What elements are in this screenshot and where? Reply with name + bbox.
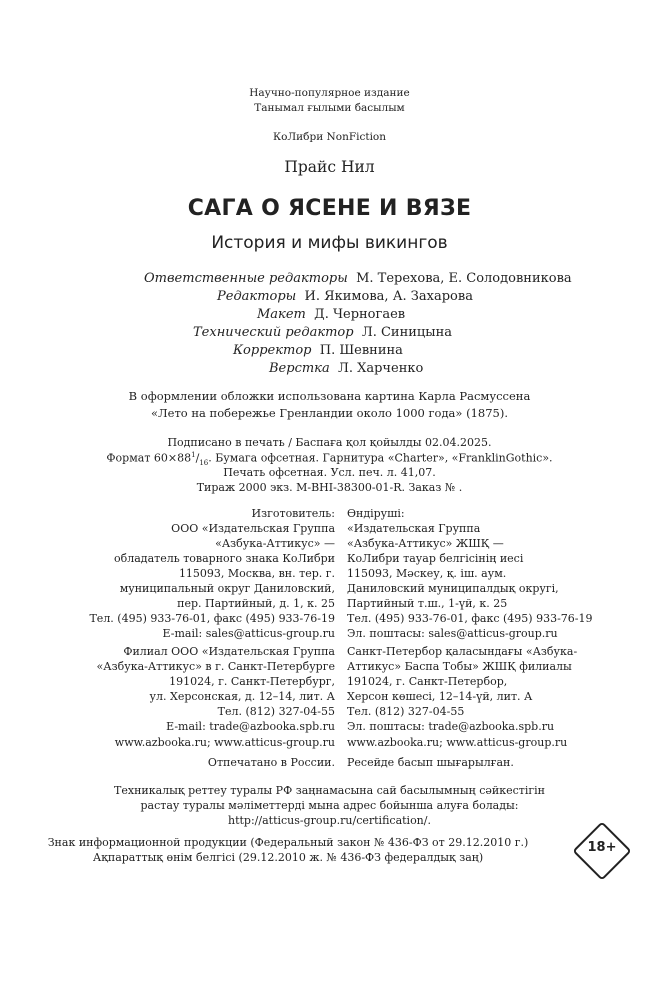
publisher-line: Эл. поштасы: trade@azbooka.spb.ru bbox=[347, 720, 555, 733]
format-sub: 16 bbox=[199, 458, 209, 467]
credit-role: Редакторы bbox=[217, 289, 297, 304]
publisher-line: 115093, Мәскеу, қ. іш. аум. bbox=[347, 567, 507, 580]
credit-row bbox=[257, 307, 405, 322]
publisher-line: ООО «Издательская Группа bbox=[171, 522, 335, 535]
cover-note-line: В оформлении обложки использована картина Карла Расмуссена bbox=[128, 389, 531, 403]
format-sup: 1 bbox=[191, 451, 196, 459]
cert-line: растау туралы мәліметтерді мына адрес бойынша алуға болады: bbox=[140, 799, 519, 812]
publisher-line: Өндіруші: bbox=[347, 507, 405, 520]
publisher-ru-block2 bbox=[97, 644, 335, 734]
printed-in-kz: Ресейде басып шығарылған. bbox=[347, 756, 514, 769]
credit-row bbox=[217, 289, 473, 304]
publisher-line: обладатель товарного знака КоЛибри bbox=[114, 552, 335, 565]
publisher-line: пер. Партийный, д. 1, к. 25 bbox=[177, 597, 335, 610]
edition-type-ru: Научно-популярное издание bbox=[249, 87, 410, 99]
age-rating-badge: 18+ bbox=[587, 840, 617, 855]
credit-role: Корректор bbox=[233, 343, 312, 358]
publisher-kz-block1 bbox=[347, 506, 593, 641]
publisher-ru-web: www.azbooka.ru; www.atticus-group.ru bbox=[114, 736, 335, 749]
credit-role: Технический редактор bbox=[193, 325, 354, 340]
cert-url: http://atticus-group.ru/certification/. bbox=[228, 814, 431, 827]
info-mark-line: Ақпараттық өнім белгісі (29.12.2010 ж. № 436-ФЗ федералдық заң) bbox=[92, 851, 484, 864]
publisher-kz-web: www.azbooka.ru; www.atticus-group.ru bbox=[347, 736, 568, 749]
publisher-line: «Азбука-Аттикус» в г. Санкт-Петербурге bbox=[96, 660, 335, 673]
credit-role: Ответственные редакторы bbox=[144, 271, 348, 286]
book-title: САГА О ЯСЕНЕ И ВЯЗЕ bbox=[187, 196, 472, 221]
publisher-line: E-mail: sales@atticus-group.ru bbox=[162, 627, 335, 640]
print-details-line: Формат $60\times 88^1/_{16}$. Бумага офсетная. Гарнитура «Charter», «FranklinGothic». bbox=[106, 451, 553, 467]
print-details-line: Подписано в печать / Баспаға қол қойылды 02.04.2025. bbox=[167, 436, 492, 449]
publisher-line: «Издательская Группа bbox=[347, 522, 481, 535]
credit-role: Верстка bbox=[269, 361, 330, 376]
printed-in-ru: Отпечатано в России. bbox=[207, 756, 335, 769]
author-name: Прайс Нил bbox=[284, 158, 375, 176]
print-details-line: Тираж 2000 экз. M-BHI-38300-01-R. Заказ № . bbox=[196, 481, 463, 494]
credit-names: М. Терехова, Е. Солодовникова bbox=[356, 271, 572, 286]
format-text: Формат 60×88 bbox=[106, 451, 192, 465]
publisher-line: Тел. (495) 933-76-01, факс (495) 933-76-19 bbox=[89, 612, 335, 625]
format-paper: . Бумага офсетная. Гарнитура «Charter», «FranklinGothic». bbox=[208, 451, 553, 465]
publisher-line: Партийный т.ш., 1-үй, к. 25 bbox=[347, 597, 508, 610]
publisher-ru-block1 bbox=[89, 506, 335, 641]
publisher-line: Филиал ООО «Издательская Группа bbox=[123, 645, 335, 658]
credit-names: И. Якимова, А. Захарова bbox=[304, 289, 473, 304]
credit-row bbox=[269, 361, 423, 376]
publisher-line: Тел. (812) 327-04-55 bbox=[217, 705, 335, 718]
credit-role: Макет bbox=[257, 307, 306, 322]
info-mark-line: Знак информационной продукции (Федеральный закон № 436-ФЗ от 29.12.2010 г.) bbox=[47, 836, 529, 849]
print-details-line: Печать офсетная. Усл. печ. л. 41,07. bbox=[223, 466, 436, 479]
edition-type-kz: Танымал ғылыми басылым bbox=[254, 102, 405, 114]
credit-row bbox=[193, 325, 452, 340]
publisher-line: 191024, г. Санкт-Петербург, bbox=[169, 675, 335, 688]
publisher-line: Изготовитель: bbox=[251, 507, 335, 520]
publisher-line: Эл. поштасы: sales@atticus-group.ru bbox=[347, 627, 558, 640]
publisher-line: Даниловский муниципалдық округі, bbox=[347, 582, 559, 595]
credit-row bbox=[233, 343, 403, 358]
publisher-line: Санкт-Петербор қаласындағы «Азбука- bbox=[347, 645, 578, 658]
publisher-line: ул. Херсонская, д. 12–14, лит. А bbox=[149, 690, 335, 703]
publisher-line: Тел. (812) 327-04-55 bbox=[347, 705, 465, 718]
credit-names: Л. Харченко bbox=[337, 361, 424, 376]
publisher-line: E-mail: trade@azbooka.spb.ru bbox=[166, 720, 335, 733]
publisher-line: Херсон көшесі, 12–14-үй, лит. А bbox=[347, 690, 533, 703]
series-name: КоЛибри NonFiction bbox=[272, 131, 387, 143]
credit-row bbox=[144, 271, 572, 286]
publisher-line: Тел. (495) 933-76-01, факс (495) 933-76-19 bbox=[347, 612, 593, 625]
publisher-line: муниципальный округ Даниловский, bbox=[119, 582, 335, 595]
publisher-kz-block2 bbox=[347, 644, 577, 734]
cert-line: Техникалық реттеу туралы РФ заңнамасына сай басылымның сәйкестігін bbox=[114, 784, 545, 797]
publisher-line: 115093, Москва, вн. тер. г. bbox=[178, 567, 335, 580]
publisher-line: «Азбука-Аттикус» — bbox=[215, 537, 335, 550]
credit-names: Л. Синицына bbox=[361, 325, 453, 340]
publisher-line: 191024, г. Санкт-Петербор, bbox=[347, 675, 508, 688]
publisher-line: Аттикус» Баспа Тобы» ЖШҚ филиалы bbox=[347, 660, 572, 673]
credit-names: Д. Черногаев bbox=[314, 307, 406, 322]
credit-names: П. Шевнина bbox=[319, 343, 403, 358]
publisher-line: «Азбука-Аттикус» ЖШҚ — bbox=[347, 537, 504, 550]
cover-note-line: «Лето на побережье Гренландии около 1000 года» (1875). bbox=[151, 406, 508, 420]
publisher-line: КоЛибри тауар белгісінің иесі bbox=[347, 552, 524, 565]
book-subtitle: История и мифы викингов bbox=[211, 233, 448, 253]
